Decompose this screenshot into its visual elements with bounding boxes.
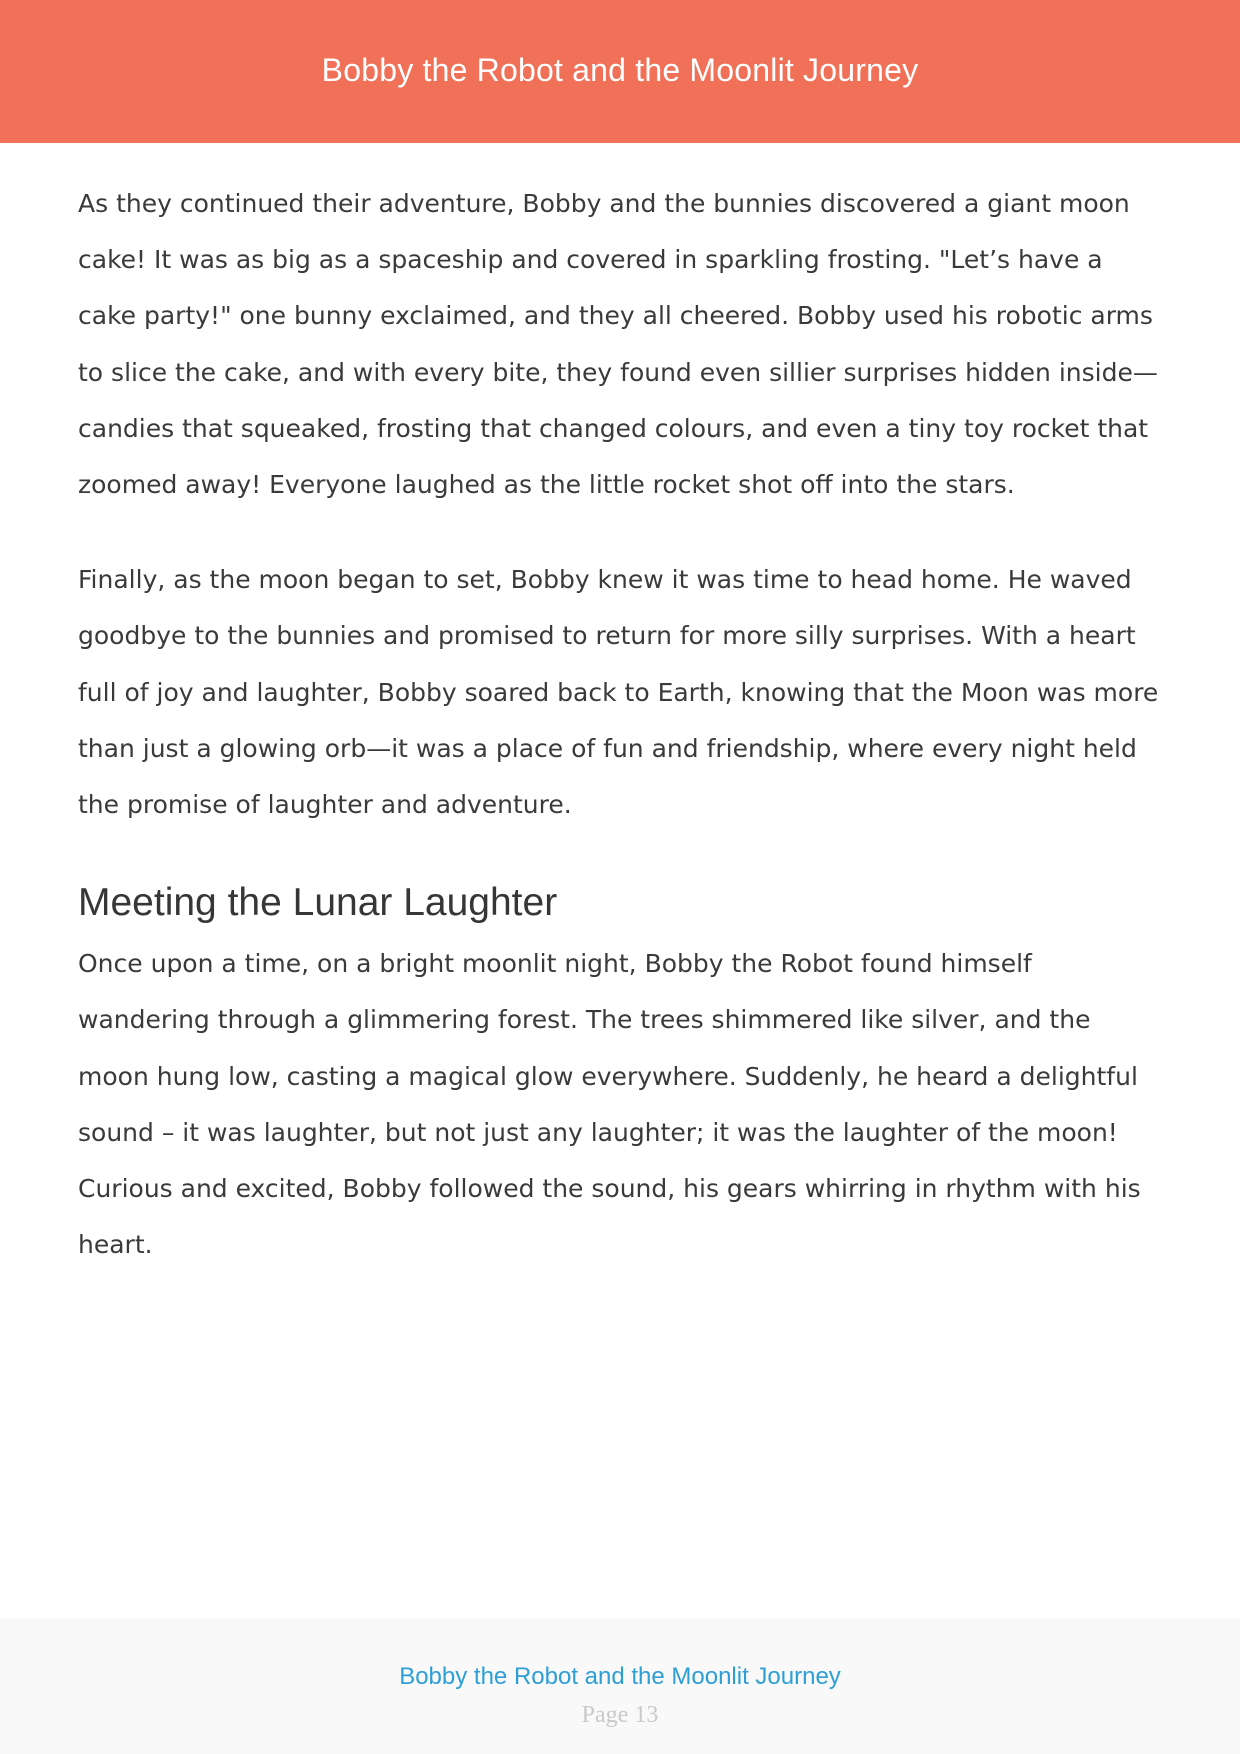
- page-number: Page 13: [581, 1702, 659, 1728]
- page-content: [78, 176, 1168, 1273]
- section-heading: Meeting the Lunar Laughter: [78, 881, 558, 925]
- story-paragraph-1: As they continued their adventure, Bobby and the bunnies discovered a giant moon cake! It was as big as a spaceship and covered in sparkling frosting. "Let’s have a cake party!" one bunny exclaimed, and they all cheered. Bobby used his robotic arms to slice the cake, and with every bite, they found even sillier surprises hidden inside—candies that squeaked, frosting that changed colours, and even a tiny toy rocket that zoomed away! Everyone laughed as the little rocket shot off into the stars.: [78, 189, 1158, 500]
- story-paragraph-3: Once upon a time, on a bright moonlit night, Bobby the Robot found himself wandering through a glimmering forest. The trees shimmered like silver, and the moon hung low, casting a magical glow everywhere. Suddenly, he heard a delightful sound – it was laughter, but not just any laughter; it was the laughter of the moon! Curious and excited, Bobby followed the sound, his gears whirring in rhythm with his heart.: [78, 949, 1141, 1260]
- header-title: Bobby the Robot and the Moonlit Journey: [321, 52, 919, 88]
- story-paragraph-2: Finally, as the moon began to set, Bobby knew it was time to head home. He waved goodbye to the bunnies and promised to return for more silly surprises. With a heart full of joy and laughter, Bobby soared back to Earth, knowing that the Moon was more than just a glowing orb—it was a place of fun and friendship, where every night held the promise of laughter and adventure.: [78, 565, 1159, 820]
- page-header: [0, 0, 1240, 143]
- page-footer: [0, 1618, 1240, 1754]
- footer-title: Bobby the Robot and the Moonlit Journey: [399, 1663, 841, 1690]
